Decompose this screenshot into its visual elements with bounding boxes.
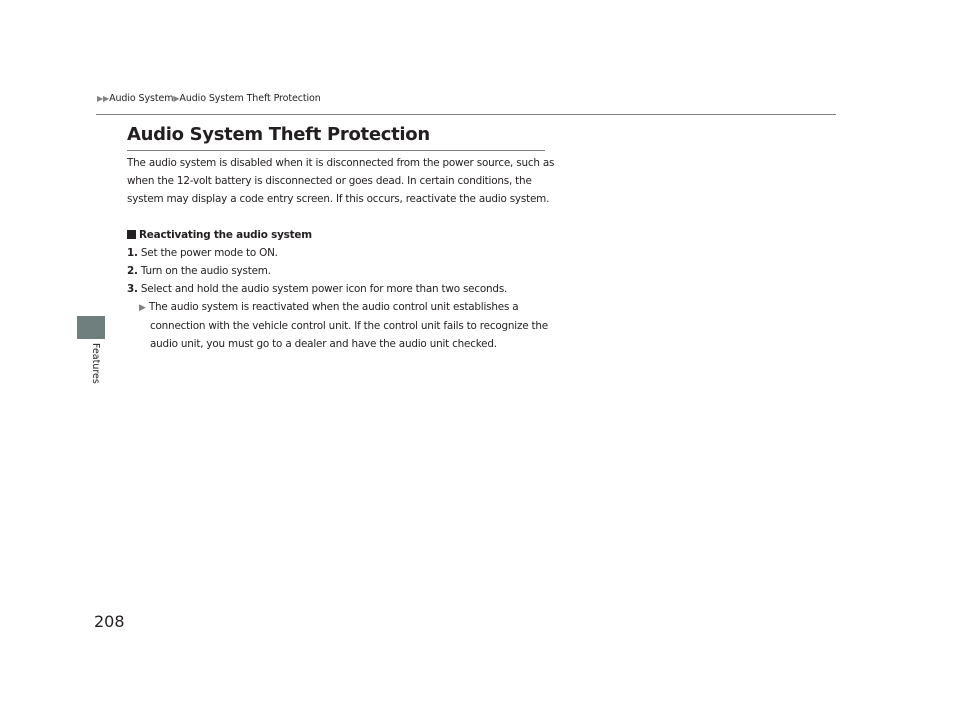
content bbox=[127, 154, 567, 353]
arrow-icon: ▶ bbox=[173, 94, 180, 103]
arrow-icon: ▶ bbox=[139, 303, 146, 313]
section-heading: Reactivating the audio system bbox=[127, 226, 567, 244]
breadcrumb-item[interactable]: Audio System Theft Protection bbox=[179, 93, 321, 104]
intro-paragraph: The audio system is disabled when it is disconnected from the power source, such as when the 12-volt battery is disconnected or goes dead. In certain conditions, the system may display a code entry screen. If this occurs, reactivate the audio system. bbox=[127, 157, 555, 205]
section-tab-marker bbox=[77, 316, 105, 339]
step-2: 2. Turn on the audio system. bbox=[127, 265, 271, 277]
section-tab-label: Features bbox=[90, 343, 101, 384]
breadcrumb bbox=[97, 93, 321, 104]
breadcrumb-item[interactable]: Audio System bbox=[109, 93, 174, 104]
page-title: Audio System Theft Protection bbox=[127, 124, 430, 145]
header-divider bbox=[96, 114, 836, 115]
square-bullet-icon bbox=[127, 230, 136, 239]
page-number: 208 bbox=[94, 612, 125, 631]
title-divider bbox=[127, 150, 545, 151]
step-3: 3. Select and hold the audio system power icon for more than two seconds. bbox=[127, 283, 508, 295]
step-note: ▶ The audio system is reactivated when the audio control unit establishes a connection with the vehicle control unit. If the control unit fails to recognize the audio unit, you must go to a dealer and have the audio unit checked. bbox=[139, 301, 548, 350]
arrow-icon: ▶▶ bbox=[97, 94, 110, 103]
step-1: 1. Set the power mode to ON. bbox=[127, 247, 278, 259]
